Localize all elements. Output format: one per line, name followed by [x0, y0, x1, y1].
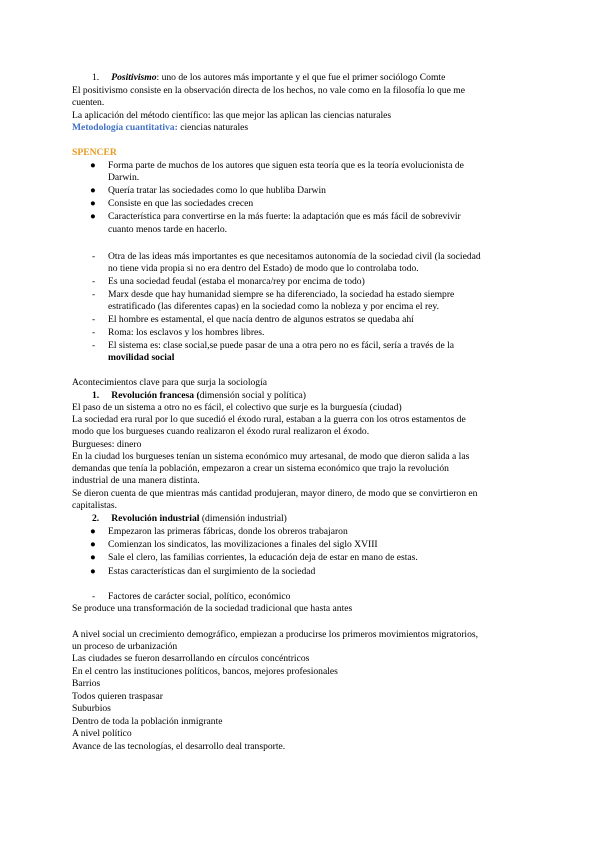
- revolucion-francesa-title: Revolución francesa (: [111, 390, 200, 401]
- bullet-icon: ●: [90, 526, 96, 537]
- bullet-icon: ●: [90, 539, 96, 550]
- paragraph-line: En la ciudad los burgueses tenían un sistema económico muy artesanal, de modo que dieron salida a las: [72, 451, 470, 462]
- list-number: 2.: [92, 513, 100, 524]
- paragraph-line: cuenten.: [72, 97, 105, 108]
- dash-icon: -: [92, 340, 96, 351]
- revolucion-industrial-rest: (dimensión industrial): [199, 513, 287, 524]
- list-item: Estas características dan el surgimiento de la sociedad: [108, 566, 316, 577]
- list-number: 1.: [92, 390, 100, 401]
- paragraph-line: El paso de un sistema a otro no es fácil, el colectivo que surje es la burguesía (ciudad): [72, 402, 402, 413]
- spencer-heading: SPENCER: [72, 147, 117, 158]
- bullet-icon: ●: [90, 566, 96, 577]
- bullet-icon: ●: [90, 160, 96, 171]
- bullet-icon: ●: [90, 198, 96, 209]
- list-item: Marx desde que hay humanidad siempre se ha diferenciado, la sociedad ha estado siempre: [108, 289, 455, 300]
- paragraph-line: Se produce una transformación de la sociedad tradicional que hasta antes: [72, 603, 353, 614]
- list-number: 1.: [92, 72, 100, 83]
- movilidad-social: movilidad social: [108, 352, 175, 363]
- paragraph-line: Las ciudades se fueron desarrollando en círculos concéntricos: [72, 653, 310, 664]
- list-item: cuanto menos tarde en hacerlo.: [108, 224, 228, 235]
- acontecimientos-intro: Acontecimientos clave para que surja la sociología: [72, 377, 267, 388]
- metodologia-label: Metodología cuantitativa:: [72, 122, 178, 133]
- list-item: estratificado (las diferentes capas) en la sociedad como la nobleza y por encima el rey.: [108, 301, 440, 312]
- metodologia-rest: ciencias naturales: [177, 122, 249, 133]
- bullet-icon: ●: [90, 185, 96, 196]
- positivismo-heading: [92, 72, 445, 84]
- list-item: Sale el clero, las familias corrientes, la educación deja de estar en mano de estas.: [108, 552, 418, 563]
- paragraph-line: demandas que tenía la población, empezaron a crear un sistema económico que trajo la revolución: [72, 463, 449, 474]
- paragraph-line: Suburbios: [72, 703, 111, 714]
- paragraph-line: A nivel social un crecimiento demográfico, empiezan a producirse los primeros movimientos migratorios,: [72, 629, 479, 640]
- list-item: Quería tratar las sociedades como lo que hubliba Darwin: [108, 185, 326, 196]
- metodologia-line: [72, 122, 248, 134]
- dash-icon: -: [92, 251, 96, 262]
- revolucion-francesa-rest: dimensión social y política): [199, 390, 306, 401]
- list-item: Empezaron las primeras fábricas, donde los obreros trabajaron: [108, 526, 348, 537]
- list-item: Comienzan los sindicatos, las movilizaciones a finales del siglo XVIII: [108, 539, 378, 550]
- dash-icon: -: [92, 276, 96, 287]
- paragraph-line: Se dieron cuenta de que mientras más cantidad produjeran, mayor dinero, de modo que se convirtieron en: [72, 488, 478, 499]
- paragraph-line: La sociedad era rural por lo que sucedió el éxodo rural, estaban a la guerra con los otros estamentos de: [72, 414, 466, 425]
- list-item: El sistema es: clase social,se puede pasar de una a otra pero no es fácil, sería a través de la: [108, 340, 455, 351]
- list-item: Consiste en que las sociedades crecen: [108, 198, 254, 209]
- paragraph-line: un proceso de urbanización: [72, 641, 178, 652]
- paragraph-line: El positivismo consiste en la observación directa de los hechos, no vale como en la filosofía lo que me: [72, 85, 465, 96]
- paragraph-line: Avance de las tecnologías, el desarrollo deal transporte.: [72, 741, 286, 752]
- list-item: no tiene vida propia si no era dentro del Estado) de modo que lo controlaba todo.: [108, 263, 419, 274]
- paragraph-line: En el centro las instituciones políticos, bancos, mejores profesionales: [72, 666, 338, 677]
- paragraph-line: Todos quieren traspasar: [72, 691, 163, 702]
- list-item: Es una sociedad feudal (estaba el monarca/rey por encima de todo): [108, 276, 365, 287]
- dash-icon: -: [92, 591, 96, 602]
- bullet-icon: ●: [90, 552, 96, 563]
- paragraph-line: Burgueses: dinero: [72, 439, 142, 450]
- bullet-icon: ●: [90, 211, 96, 222]
- list-item: Darwin.: [108, 172, 140, 183]
- list-item: Otra de las ideas más importantes es que necesitamos autonomía de la sociedad civil (la sociedad: [108, 251, 481, 262]
- positivismo-rest: : uno de los autores más importante y el que fue el primer sociólogo Comte: [156, 72, 446, 83]
- positivismo-term: Positivismo: [111, 72, 157, 83]
- list-item: Forma parte de muchos de los autores que siguen esta teoría que es la teoría evolucionista de: [108, 160, 464, 171]
- dash-icon: -: [92, 327, 96, 338]
- paragraph-line: industrial de una manera distinta.: [72, 475, 200, 486]
- list-item: El hombre es estamental, el que nacía dentro de algunos estratos se quedaba ahí: [108, 314, 414, 325]
- dash-icon: -: [92, 289, 96, 300]
- list-item: Factores de carácter social, político, económico: [108, 591, 291, 602]
- paragraph-line: Dentro de toda la población inmigrante: [72, 716, 223, 727]
- paragraph-line: La aplicación del método científico: las que mejor las aplican las ciencias naturales: [72, 110, 392, 121]
- revolucion-industrial-heading: [92, 513, 287, 525]
- dash-icon: -: [92, 314, 96, 325]
- list-item: Característica para convertirse en la más fuerte: la adaptación que es más fácil de sobrevivir: [108, 211, 461, 222]
- revolucion-industrial-title: Revolución industrial: [111, 513, 200, 524]
- paragraph-line: Barrios: [72, 678, 101, 689]
- revolucion-francesa-heading: [92, 390, 306, 402]
- paragraph-line: A nivel político: [72, 728, 132, 739]
- paragraph-line: modo que los burgueses cuando realizaron el éxodo rural realizaron el éxodo.: [72, 426, 370, 437]
- paragraph-line: capitalistas.: [72, 500, 118, 511]
- list-item: Roma: los esclavos y los hombres libres.: [108, 327, 265, 338]
